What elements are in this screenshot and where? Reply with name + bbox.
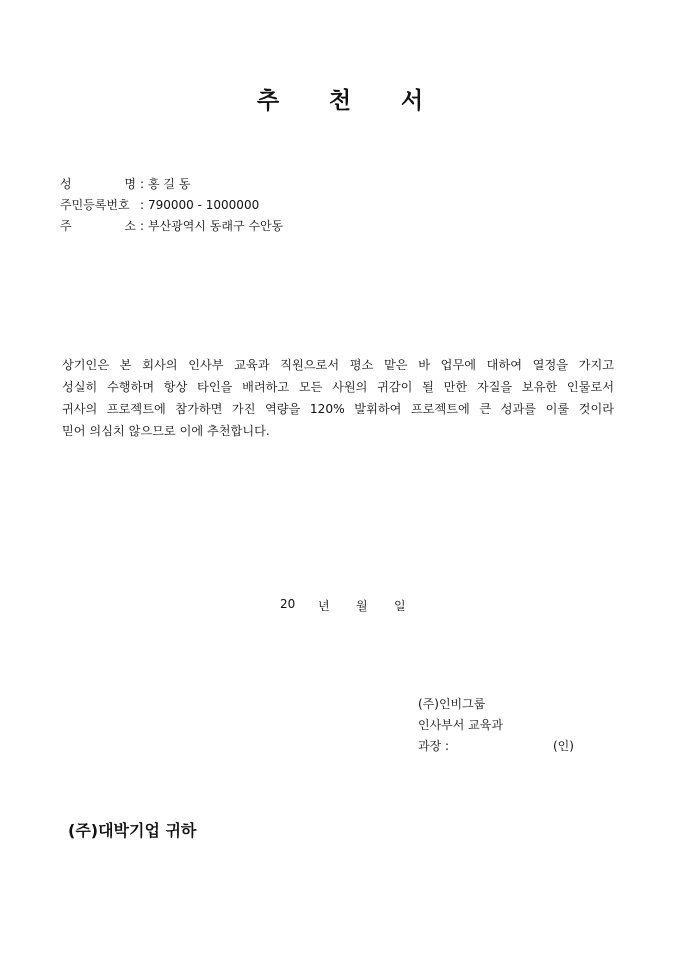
info-value-name: 홍 길 동: [148, 177, 191, 191]
document-title: [0, 82, 680, 115]
issuer-seal: (인): [553, 739, 574, 753]
body-line: 믿어 의심치 않으므로 이에 추천합니다.: [62, 424, 270, 438]
issuer-company: (주)인비그룹: [418, 697, 486, 711]
info-label-name: 성 명: [60, 177, 136, 191]
recommendation-body: [62, 354, 614, 442]
date-month-unit: 월: [356, 599, 368, 613]
title-char: 서: [400, 87, 424, 114]
issuer-department: 인사부서 교육과: [418, 718, 503, 732]
issuer-position: 과장 :: [418, 739, 450, 753]
recipient: (주)대박기업 귀하: [68, 821, 197, 840]
info-colon: :: [139, 177, 145, 191]
info-value-resident-number: 790000 - 1000000: [148, 198, 260, 212]
body-line: 상기인은 본 회사의 인사부 교육과 직원으로서 평소 맡은 바 업무에 대하여 열정을 가지고: [62, 358, 614, 372]
info-row-address: [60, 216, 283, 237]
info-label-resident-number: 주민등록번호: [60, 198, 130, 212]
title-char: 추: [256, 87, 280, 114]
info-colon: :: [139, 219, 145, 233]
info-colon: :: [139, 198, 145, 212]
issuer-block: [418, 694, 574, 757]
date-year-unit: 년: [318, 599, 330, 613]
body-line: 귀사의 프로젝트에 참가하면 가진 역량을 120% 발휘하여 프로젝트에 큰 성과를 이룰 것이라: [62, 402, 614, 416]
date-year-prefix: 20: [280, 597, 296, 611]
issue-date: [280, 597, 406, 614]
date-day-unit: 일: [394, 599, 406, 613]
info-row-resident-number: [60, 195, 283, 216]
personal-info: [60, 174, 283, 237]
body-line: 성실히 수행하며 항상 타인을 배려하고 모든 사원의 귀감이 될 만한 자질을 보유한 인물로서: [62, 380, 614, 394]
info-row-name: [60, 174, 283, 195]
title-char: 천: [328, 87, 352, 114]
info-value-address: 부산광역시 동래구 수안동: [148, 219, 284, 233]
info-label-address: 주 소: [60, 219, 136, 233]
issuer-signature-row: [418, 736, 574, 757]
